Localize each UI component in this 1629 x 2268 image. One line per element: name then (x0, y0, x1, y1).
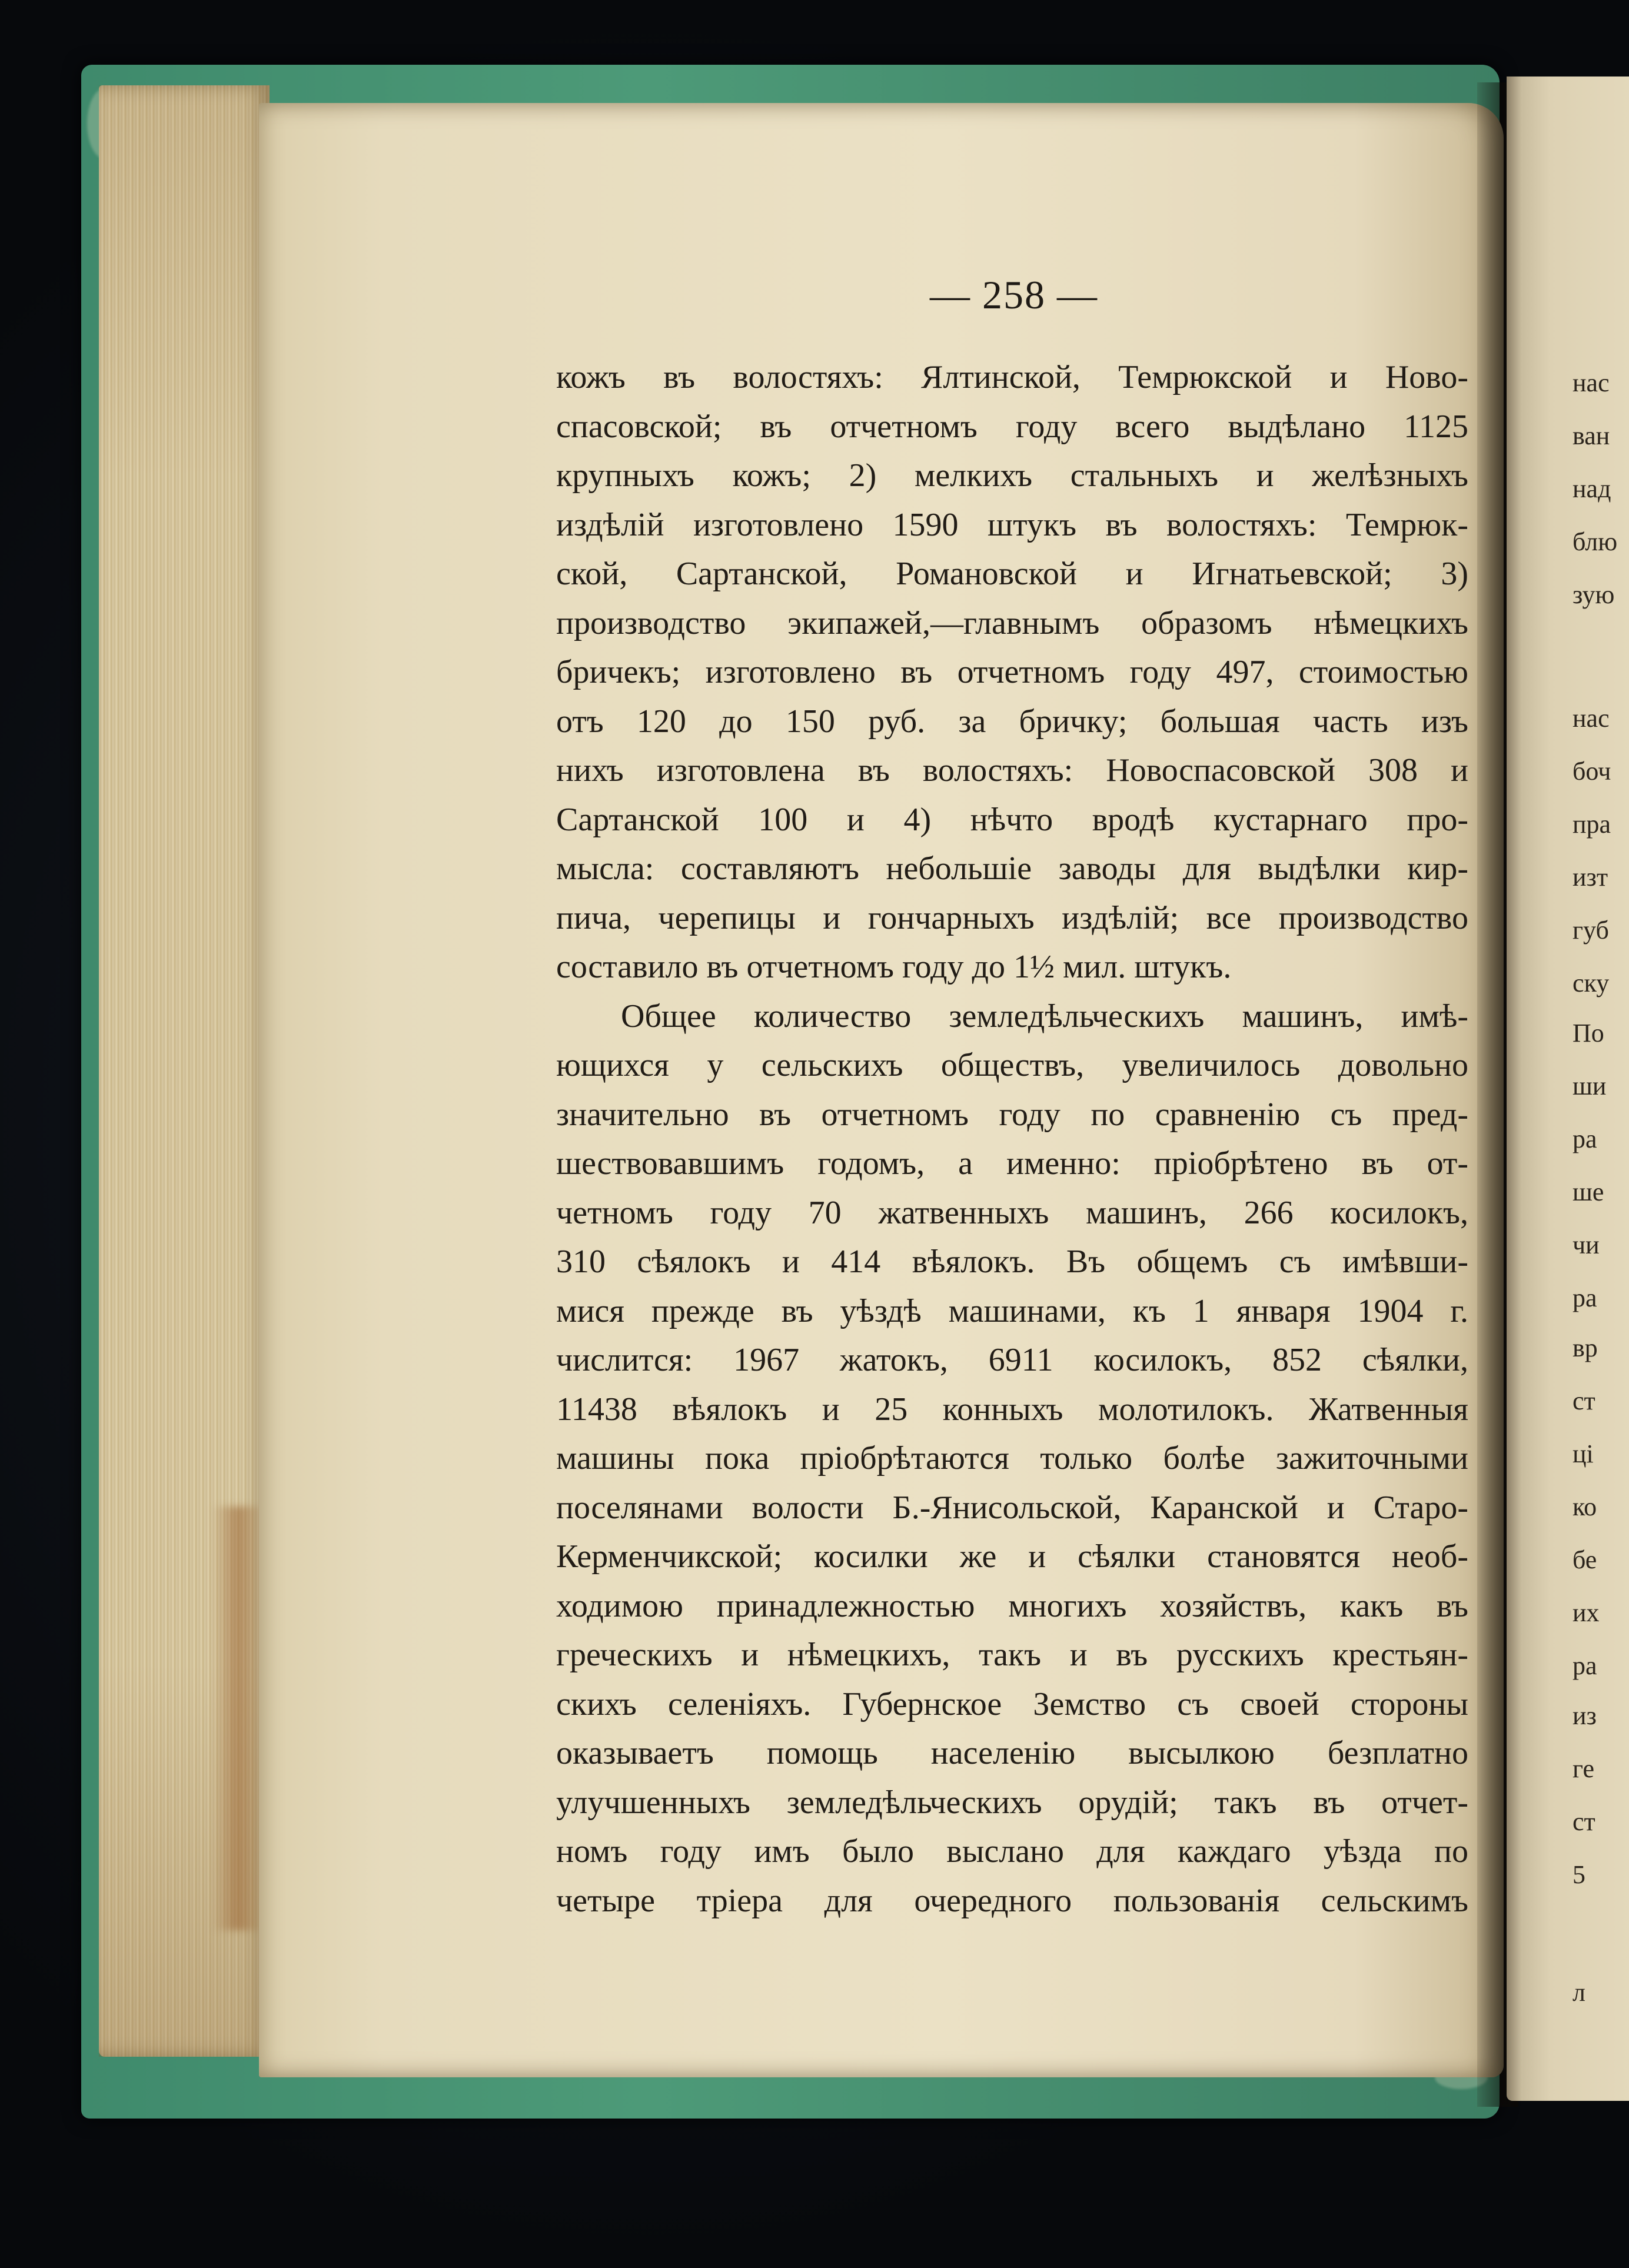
next-page-fragment: л (1573, 1978, 1585, 2007)
text-line: ской, Сартанской, Романовской и Игнатьевской; 3) (556, 556, 1468, 592)
next-page-fragment: пра (1573, 810, 1611, 839)
next-page-fragment: ра (1573, 1283, 1597, 1312)
text-line: числится: 1967 жатокъ, 6911 косилокъ, 852 сѣялки, (556, 1342, 1468, 1378)
text-line: шествовавшимъ годомъ, а именно: пріобрѣтено въ от- (556, 1145, 1468, 1182)
text-line: кожъ въ волостяхъ: Ялтинской, Темрюкской и Ново- (556, 359, 1468, 395)
text-line: бричекъ; изготовлено въ отчетномъ году 497, стоимостью (556, 654, 1468, 690)
text-line: оказываетъ помощь населенію высылкою безплатно (556, 1735, 1468, 1771)
next-page-fragment: из (1573, 1701, 1597, 1730)
next-page-fragment: ши (1573, 1072, 1607, 1100)
text-line: ходимою принадлежностью многихъ хозяйствъ, какъ въ (556, 1587, 1468, 1624)
text-line: пича, черепицы и гончарныхъ издѣлій; все производство (556, 899, 1468, 936)
text-line: Сартанской 100 и 4) нѣчто вродѣ кустарнаго про- (556, 801, 1468, 838)
next-page-fragment: ці (1573, 1439, 1594, 1468)
next-page-fragment: бе (1573, 1545, 1597, 1574)
text-line: поселянами волости Б.-Янисольской, Каранской и Старо- (556, 1489, 1468, 1526)
page-number: — 258 — (930, 272, 1098, 317)
text-line: улучшенныхъ земледѣльческихъ орудій; такъ въ отчет- (556, 1784, 1468, 1821)
text-line: производство экипажей,—главнымъ образомъ нѣмецкихъ (556, 604, 1468, 641)
next-page-fragment: над (1573, 474, 1611, 503)
text-line: значительно въ отчетномъ году по сравненію съ пред- (556, 1096, 1468, 1133)
text-line: 11438 вѣялокъ и 25 конныхъ молотилокъ. Жатвенныя (556, 1391, 1468, 1428)
text-line: мися прежде въ уѣздѣ машинами, къ 1 января 1904 г. (556, 1292, 1468, 1329)
text-line: скихъ селеніяхъ. Губернское Земство съ своей стороны (556, 1685, 1468, 1722)
next-page-fragment: блю (1573, 527, 1618, 556)
page-text (556, 353, 1468, 1926)
next-page-fragment: нас (1573, 704, 1610, 733)
text-line: нихъ изготовлена въ волостяхъ: Новоспасовской 308 и (556, 752, 1468, 789)
next-page-fragment: ст (1573, 1807, 1595, 1836)
text-line: 310 сѣялокъ и 414 вѣялокъ. Въ общемъ съ имѣвши- (556, 1243, 1468, 1280)
next-page-fragment: ге (1573, 1754, 1594, 1783)
next-page-fragment: ван (1573, 421, 1610, 450)
paragraph-start-line: Общее количество земледѣльческихъ машинъ, имѣ- (621, 997, 1468, 1035)
next-page-fragment: ра (1573, 1125, 1597, 1153)
next-page-fragment: нас (1573, 368, 1610, 397)
text-line: составило въ отчетномъ году до 1½ мил. штукъ. (556, 949, 1232, 985)
text-line: греческихъ и нѣмецкихъ, такъ и въ русскихъ крестьян- (556, 1637, 1468, 1673)
text-line: ющихся у сельскихъ обществъ, увеличилось довольно (556, 1047, 1468, 1083)
next-page-fragment: губ (1573, 916, 1609, 945)
next-page-fragment: боч (1573, 757, 1611, 786)
next-page-fragment: ше (1573, 1178, 1604, 1206)
text-line: четномъ году 70 жатвенныхъ машинъ, 266 косилокъ, (556, 1194, 1468, 1231)
next-page-fragment: По (1573, 1019, 1604, 1047)
next-page-fragment: зую (1573, 580, 1615, 609)
text-line: четыре тріера для очередного пользованія сельскимъ (556, 1882, 1468, 1919)
next-page-fragment: 5 (1573, 1860, 1585, 1889)
next-page-fragment: ску (1573, 969, 1610, 997)
text-line: спасовской; въ отчетномъ году всего выдѣлано 1125 (556, 408, 1468, 445)
text-line: Керменчикской; косилки же и сѣялки становятся необ- (556, 1538, 1468, 1575)
next-page-fragment: их (1573, 1598, 1600, 1627)
next-page-fragment: вр (1573, 1333, 1598, 1362)
text-line: отъ 120 до 150 руб. за бричку; большая часть изъ (556, 703, 1468, 740)
text-line: издѣлій изготовлено 1590 штукъ въ волостяхъ: Темрюк- (556, 506, 1468, 543)
text-line: машины пока пріобрѣтаются только болѣе зажиточными (556, 1440, 1468, 1476)
text-line: крупныхъ кожъ; 2) мелкихъ стальныхъ и желѣзныхъ (556, 457, 1468, 494)
next-page-text-fragments (1573, 0, 1629, 2268)
text-line: мысла: составляютъ небольшіе заводы для выдѣлки кир- (556, 850, 1468, 887)
next-page-fragment: чи (1573, 1231, 1600, 1259)
next-page-fragment: ко (1573, 1492, 1597, 1521)
next-page-fragment: ра (1573, 1651, 1597, 1680)
next-page-fragment: ст (1573, 1386, 1595, 1415)
edge-stain (212, 1507, 265, 1930)
next-page-fragment: изт (1573, 863, 1608, 892)
text-line: номъ году имъ было выслано для каждаго уѣзда по (556, 1833, 1468, 1870)
